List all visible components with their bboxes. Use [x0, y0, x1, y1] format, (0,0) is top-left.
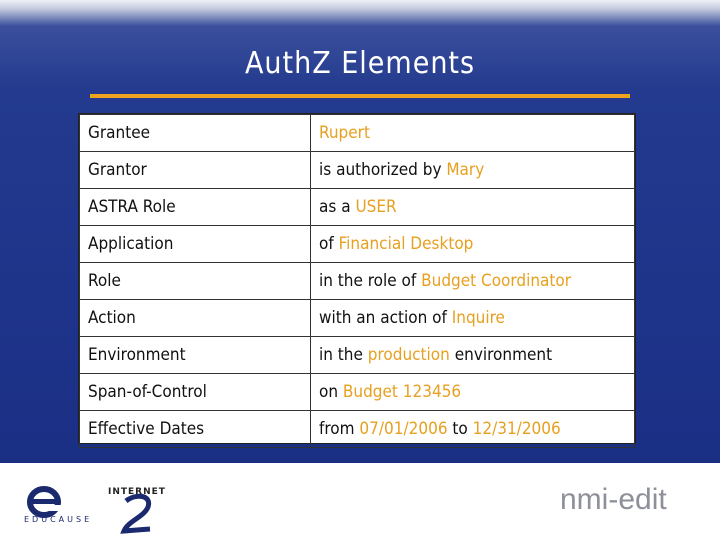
- row-label: Role: [80, 263, 311, 300]
- highlighted-value: Rupert: [319, 123, 370, 143]
- value-text: on: [319, 382, 343, 402]
- row-label: Action: [80, 300, 311, 337]
- table-row: [80, 226, 635, 263]
- row-value: [311, 115, 635, 152]
- footer: [0, 463, 720, 540]
- value-text: is authorized by: [319, 160, 447, 180]
- table-row: [80, 263, 635, 300]
- row-value: [311, 300, 635, 337]
- value-text: as a: [319, 197, 356, 217]
- authz-elements-table: [79, 114, 635, 448]
- highlighted-value: Budget 123456: [342, 382, 462, 402]
- value-text: of: [319, 234, 339, 254]
- table-body: [80, 115, 635, 448]
- table-row: [80, 411, 635, 448]
- value-text: to: [447, 419, 473, 439]
- table-row: [80, 374, 635, 411]
- highlighted-value: 07/01/2006: [359, 419, 448, 439]
- highlighted-value: Budget Coordinator: [421, 271, 572, 291]
- row-value: [311, 152, 635, 189]
- educause-logo-text: EDUCAUSE: [24, 515, 93, 524]
- highlighted-value: production: [367, 345, 450, 365]
- row-label: Grantor: [80, 152, 311, 189]
- row-value: [311, 411, 635, 448]
- row-label: Environment: [80, 337, 311, 374]
- value-text: environment: [449, 345, 553, 365]
- row-value: [311, 374, 635, 411]
- educause-e-logo-icon: [22, 485, 72, 519]
- table-row: [80, 189, 635, 226]
- slide-title: AuthZ Elements: [244, 46, 476, 81]
- table-row: [80, 115, 635, 152]
- value-text: with an action of: [319, 308, 452, 328]
- table-row: [80, 337, 635, 374]
- row-value: [311, 189, 635, 226]
- nmi-edit-logo: nmi-edit: [560, 483, 667, 516]
- table-row: [80, 152, 635, 189]
- highlighted-value: USER: [355, 197, 397, 217]
- authz-table: [78, 113, 636, 444]
- value-text: from: [319, 419, 360, 439]
- row-label: ASTRA Role: [80, 189, 311, 226]
- row-label: Application: [80, 226, 311, 263]
- row-value: [311, 263, 635, 300]
- value-text: in the role of: [319, 271, 422, 291]
- highlighted-value: 12/31/2006: [472, 419, 561, 439]
- row-value: [311, 226, 635, 263]
- row-label: Grantee: [80, 115, 311, 152]
- table-row: [80, 300, 635, 337]
- internet2-logo-text: INTERNET: [108, 487, 166, 497]
- value-text: in the: [319, 345, 368, 365]
- row-label: Effective Dates: [80, 411, 311, 448]
- highlighted-value: Financial Desktop: [338, 234, 474, 254]
- highlighted-value: Mary: [446, 160, 485, 180]
- title-underline: [90, 94, 630, 98]
- row-value: [311, 337, 635, 374]
- highlighted-value: Inquire: [451, 308, 505, 328]
- row-label: Span-of-Control: [80, 374, 311, 411]
